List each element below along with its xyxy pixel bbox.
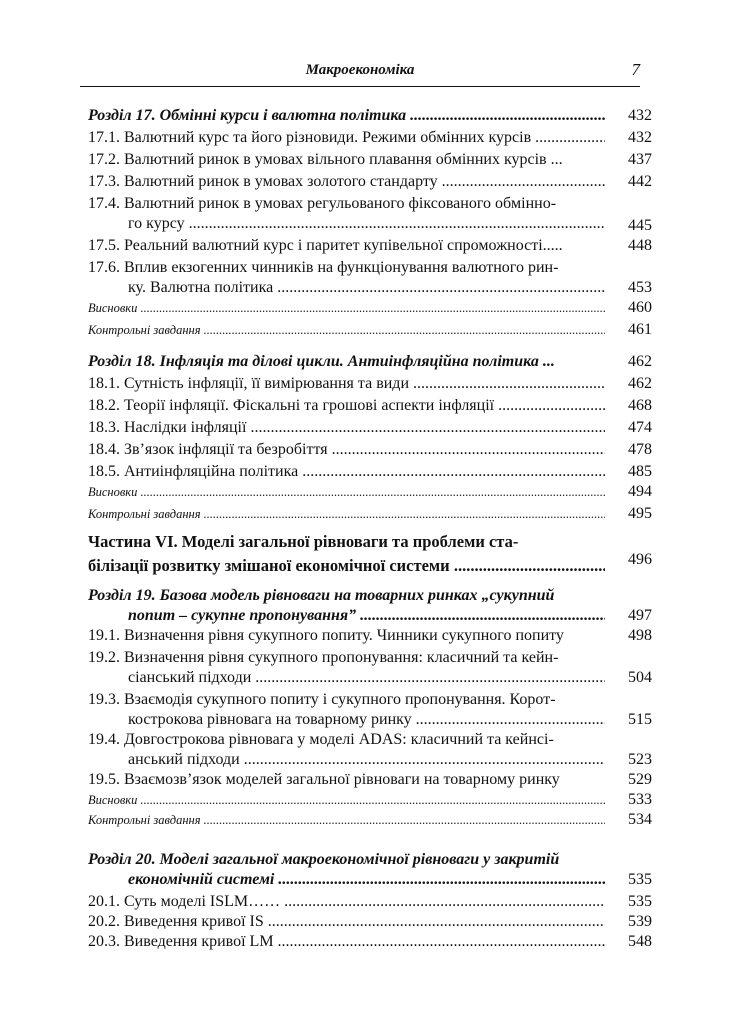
header-rule xyxy=(80,86,640,87)
toc-entry: 17.3. Валютний ринок в умовах золотого стандарту ..... xyxy=(88,172,605,192)
toc-page: 496 xyxy=(628,551,652,568)
toc-entry: 19.5. Взаємозв’язок моделей загальної рівноваги на товарному ринку xyxy=(88,771,560,788)
toc-tasks: Контрольні завдання ..... xyxy=(88,810,605,830)
toc-page: 535 xyxy=(628,871,652,888)
toc-section-title-line2: економічній системі ..... xyxy=(128,870,605,890)
toc-entry-line1: 19.2. Визначення рівня сукупного пропонування: класичний та кейн- xyxy=(88,649,559,666)
toc-section-title: Розділ 17. Обмінні курси і валютна політика ..... xyxy=(88,106,605,126)
toc-section-title: Розділ 18. Інфляція та ділові цикли. Антиінфляційна політика ... xyxy=(88,353,555,370)
toc-page: 468 xyxy=(628,397,652,414)
page-header xyxy=(80,62,640,86)
toc-entry: 18.5. Антиінфляційна політика ..... xyxy=(88,462,605,482)
toc-page: 548 xyxy=(628,933,652,950)
toc-page: 448 xyxy=(628,237,652,254)
toc-entry: 17.2. Валютний ринок в умовах вільного плавання обмінних курсів ... xyxy=(88,151,563,168)
toc-entry: 20.3. Виведення кривої LM ..... xyxy=(88,932,605,952)
toc-conclusions: Висновки ..... xyxy=(88,790,605,810)
toc-conclusions: Висновки ..... xyxy=(88,482,605,502)
toc-page: 529 xyxy=(628,771,652,788)
toc-page: 533 xyxy=(628,791,652,808)
toc-page: 437 xyxy=(628,151,652,168)
toc-section-title-line1: Розділ 20. Моделі загальної макроекономічної рівноваги у закритій xyxy=(88,851,560,868)
toc-conclusions: Висновки ..... xyxy=(88,298,605,318)
toc-entry-line1: 17.6. Вплив екзогенних чинників на функціонування валютного рин- xyxy=(88,259,559,276)
toc-page: 494 xyxy=(628,483,652,500)
toc-tasks: Контрольні завдання ..... xyxy=(88,504,605,524)
running-title: Макроекономіка xyxy=(305,62,415,78)
toc-entry: 20.1. Суть моделі ISLM…… ..... xyxy=(88,892,605,912)
toc-entry-line2: ку. Валютна політика ..... xyxy=(128,278,605,298)
toc-page: 462 xyxy=(628,353,652,370)
toc-page: 497 xyxy=(628,607,652,624)
toc-entry-line1: 19.4. Довгострокова рівновага у моделі ADAS: класичний та кейнсі- xyxy=(88,731,554,748)
toc-entry: 17.1. Валютний курс та його різновиди. Режими обмінних курсів ..... xyxy=(88,128,605,148)
toc-entry: 20.2. Виведення кривої IS ..... xyxy=(88,912,605,932)
toc-entry-line2: анський підходи ..... xyxy=(128,750,605,770)
toc-page: 442 xyxy=(628,173,652,190)
toc-page: 445 xyxy=(628,217,652,234)
toc-entry: 17.5. Реальний валютний курс і паритет купівельної спроможності..... xyxy=(88,237,563,254)
toc-page: 474 xyxy=(628,419,652,436)
toc-entry: 18.2. Теорії інфляції. Фіскальні та грошові аспекти інфляції ..... xyxy=(88,396,605,416)
toc-page: 515 xyxy=(628,711,652,728)
toc-tasks: Контрольні завдання ..... xyxy=(88,320,605,340)
toc-page: 432 xyxy=(628,107,652,124)
toc-entry-line2: го курсу ..... xyxy=(128,214,605,234)
toc-section-title-line2: попит – сукупне пропонування” ..... xyxy=(128,606,605,626)
toc-page: 462 xyxy=(628,375,652,392)
toc-page: 523 xyxy=(628,751,652,768)
toc-page: 504 xyxy=(628,669,652,686)
toc-part-title-line2: білізації розвитку змішаної економічної системи ..... xyxy=(88,556,605,576)
toc-section-title-line1: Розділ 19. Базова модель рівноваги на товарних ринках „сукупний xyxy=(88,587,555,604)
toc-page: 485 xyxy=(628,463,652,480)
toc-entry-line2: кострокова рівновага на товарному ринку ..... xyxy=(128,710,605,730)
toc-page: 539 xyxy=(628,913,652,930)
toc-page: 535 xyxy=(628,893,652,910)
page-number: 7 xyxy=(631,60,640,79)
toc-page: 453 xyxy=(628,279,652,296)
toc-page: 498 xyxy=(628,627,652,644)
toc-page: 534 xyxy=(628,811,652,828)
toc-entry-line1: 19.3. Взаємодія сукупного попиту і сукупного пропонування. Корот- xyxy=(88,691,556,708)
toc-page: 460 xyxy=(628,299,652,316)
toc-page: 478 xyxy=(628,441,652,458)
toc-entry-line2: сіанський підходи ..... xyxy=(128,668,605,688)
toc-entry: 19.1. Визначення рівня сукупного попиту. Чинники сукупного попиту xyxy=(88,627,564,644)
toc-page: 432 xyxy=(628,129,652,146)
toc-entry-line1: 17.4. Валютний ринок в умовах регульованого фіксованого обмінно- xyxy=(88,195,557,212)
toc-entry: 18.1. Сутність інфляції, її вимірювання та види ..... xyxy=(88,374,605,394)
toc-page: 495 xyxy=(628,505,652,522)
toc-part-title-line1: Частина VI. Моделі загальної рівноваги та проблеми ста- xyxy=(88,532,519,551)
toc-entry: 18.3. Наслідки інфляції ..... xyxy=(88,418,605,438)
toc-entry: 18.4. Зв’язок інфляції та безробіття ..... xyxy=(88,440,605,460)
toc-page: 461 xyxy=(628,321,652,338)
